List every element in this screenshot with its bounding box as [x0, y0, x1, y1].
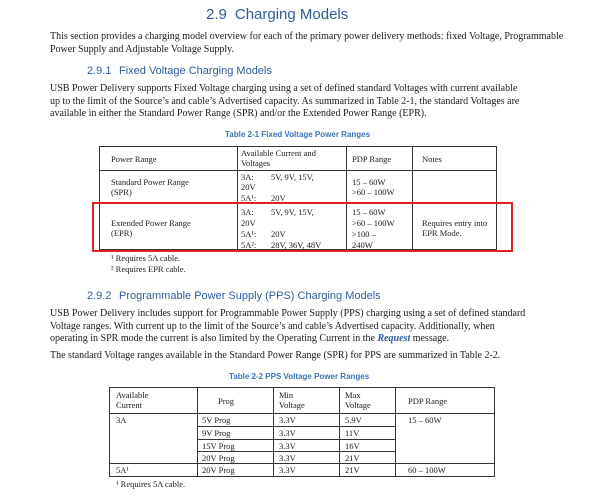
- table1-footnote: ² Requires EPR cable.: [111, 264, 186, 274]
- table2-cell-prog: 20V Prog: [202, 465, 235, 475]
- range-line: Standard Power Range: [111, 177, 189, 187]
- pps-paragraph: [50, 308, 570, 346]
- table2-cell-pdp: 15 – 60W: [408, 415, 442, 425]
- header-line: Voltage: [279, 400, 305, 410]
- header-line: Voltage: [345, 400, 371, 410]
- table1-footnote: ¹ Requires 5A cable.: [111, 253, 181, 263]
- request-keyword: Request: [377, 333, 411, 344]
- range-line: Extended Power Range: [111, 218, 191, 228]
- pps-paragraph-line: [50, 333, 570, 346]
- table2-cell-pdp: 60 – 100W: [408, 465, 446, 475]
- table2-header-prog: Prog: [218, 396, 235, 406]
- spr-pdp: [352, 177, 395, 197]
- table2-rule: [339, 387, 340, 476]
- text-run: operating in SPR mode the current is also limited by the Operating Current in the: [50, 333, 378, 344]
- subsection-heading-pps: [87, 290, 381, 302]
- table2-rule: [197, 451, 395, 452]
- table2-rule: [109, 387, 495, 388]
- table2-caption: Table 2-2 PPS Voltage Power Ranges: [229, 372, 370, 381]
- pdp-line: 240W: [352, 240, 373, 250]
- pdp-line: >100 –: [352, 229, 376, 239]
- table2-cell-max: 16V: [345, 441, 360, 451]
- table2-cell-min: 3.3V: [279, 465, 296, 475]
- table2-header-pdp: PDP Range: [408, 396, 448, 406]
- header-line: Max: [345, 390, 361, 400]
- table2-header-min: [279, 390, 305, 410]
- fixed-paragraph-line: available in either the Standard Power Range (SPR) and/or the Extended Power Range (EPR).: [50, 108, 427, 119]
- pdp-line: 15 – 60W: [352, 207, 386, 217]
- header-line: Available Current and: [241, 148, 316, 158]
- pps-paragraph-line: Voltage ranges. With current up to the limit of the Source’s and cable’s Advertised capacity. Additionally, when: [50, 320, 495, 332]
- subsection-number: 2.9.1: [87, 65, 112, 77]
- pdp-line: >60 – 100W: [352, 218, 395, 228]
- table2-cell-prog: 20V Prog: [202, 453, 235, 463]
- epr-v1: 5V, 9V, 15V,: [271, 207, 314, 217]
- range-line: (EPR): [111, 228, 133, 238]
- table2-rule: [494, 387, 495, 476]
- table2-cell-min: 3.3V: [279, 453, 296, 463]
- intro-paragraph: This section provides a charging model overview for each of the primary power delivery methods: fixed Voltage, Programmable Power Supply and Adjustable Voltage Supply.: [50, 31, 564, 55]
- spr-c2: 5A¹:: [241, 193, 257, 203]
- subsection-title: Fixed Voltage Charging Models: [119, 65, 272, 77]
- header-line: Min: [279, 390, 294, 400]
- table2-cell-max: 21V: [345, 453, 360, 463]
- spr-range-name: [111, 177, 189, 197]
- pdp-line: >60 – 100W: [352, 187, 395, 197]
- table2-rule: [109, 463, 495, 464]
- table1-header-avail: [241, 148, 316, 168]
- spr-v1b: 20V: [241, 182, 256, 192]
- epr-c2: 5A¹:: [241, 229, 257, 239]
- table2-rule: [395, 387, 396, 476]
- table2-rule: [197, 439, 395, 440]
- header-line: Available: [116, 390, 149, 400]
- table2-rule: [197, 426, 395, 427]
- epr-c3: 5A²:: [241, 240, 257, 250]
- header-line: Current: [116, 400, 142, 410]
- table2-rule: [109, 476, 495, 477]
- table2-rule: [109, 387, 110, 476]
- epr-v2: 20V: [271, 229, 286, 239]
- epr-v1b: 20V: [241, 218, 256, 228]
- table1-header-range: Power Range: [111, 154, 157, 164]
- spr-v2: 20V: [271, 193, 286, 203]
- table1-header-notes: Notes: [422, 154, 442, 164]
- table2-footnote: ¹ Requires 5A cable.: [116, 479, 186, 489]
- table2-rule: [273, 387, 274, 476]
- table2-cell-prog: 5V Prog: [202, 415, 231, 425]
- fixed-paragraph: [50, 83, 570, 121]
- fixed-paragraph-line: up to the limit of the Source’s and cable’s Advertised capacity. As summarized in Table 2-1, the standard Voltages are: [50, 95, 520, 107]
- table2-cell-prog: 15V Prog: [202, 441, 235, 451]
- table1-header-pdp: PDP Range: [352, 154, 392, 164]
- range-line: (SPR): [111, 187, 132, 197]
- table2-cell-min: 3.3V: [279, 441, 296, 451]
- section-number: 2.9: [206, 6, 227, 23]
- section-title: Charging Models: [234, 6, 349, 23]
- table2-header-avail: [116, 390, 148, 410]
- table2-header-max: [345, 390, 371, 410]
- table2-cell-prog: 9V Prog: [202, 428, 231, 438]
- section-heading: [206, 6, 348, 23]
- table2-cell-max: 21V: [345, 465, 360, 475]
- table2-rule: [109, 413, 495, 414]
- epr-c1: 3A:: [241, 207, 254, 217]
- table1-rule: [99, 170, 497, 171]
- epr-v3: 28V, 36V, 48V: [271, 240, 322, 250]
- table2-cell-max: 5.9V: [345, 415, 362, 425]
- notes-line: Requires entry into: [422, 218, 488, 228]
- spr-c1: 3A:: [241, 172, 254, 182]
- table2-rule: [197, 387, 198, 476]
- epr-highlight-box: [92, 202, 513, 252]
- fixed-paragraph-line: USB Power Delivery supports Fixed Voltage charging using a set of defined standard Voltages with current available: [50, 83, 518, 94]
- header-line: Voltages: [241, 158, 271, 168]
- text-run: message.: [410, 333, 450, 344]
- table1-rule: [99, 146, 497, 147]
- notes-line: EPR Mode.: [422, 228, 462, 238]
- subsection-number: 2.9.2: [87, 290, 112, 302]
- subsection-heading-fixed: [87, 65, 272, 77]
- table2-cell-min: 3.3V: [279, 428, 296, 438]
- pdp-line: 15 – 60W: [352, 177, 386, 187]
- pps-paragraph-line: USB Power Delivery includes support for Programmable Power Supply (PPS) charging using a set of defined standard: [50, 308, 526, 319]
- table1-caption: Table 2-1 Fixed Voltage Power Ranges: [225, 130, 371, 139]
- table2-cell-min: 3.3V: [279, 415, 296, 425]
- subsection-title: Programmable Power Supply (PPS) Charging Models: [119, 290, 381, 302]
- spr-v1: 5V, 9V, 15V,: [271, 172, 314, 182]
- table2-cell-current: 5A¹: [116, 465, 129, 475]
- pps-paragraph-2: The standard Voltage ranges available in the Standard Power Range (SPR) for PPS are summarized in Table 2-2.: [50, 350, 501, 361]
- table2-cell-current: 3A: [116, 415, 127, 425]
- table2-cell-max: 11V: [345, 428, 360, 438]
